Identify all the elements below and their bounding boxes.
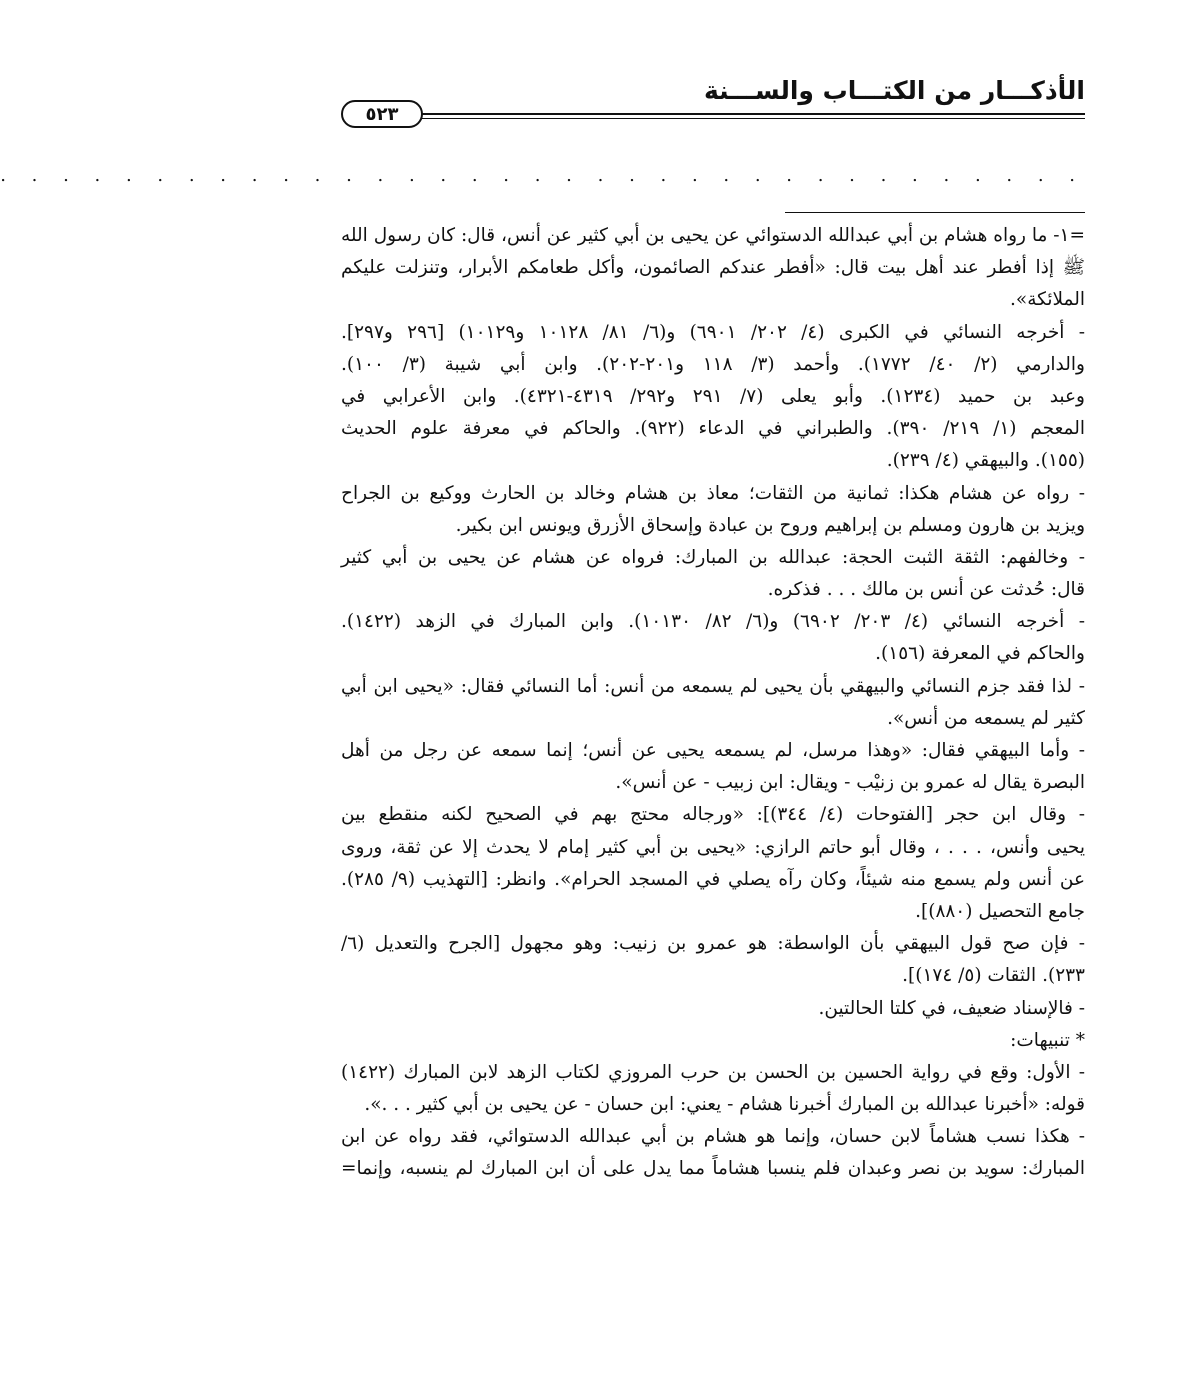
text-line: * تنبيهات: [1010,1029,1085,1051]
text-line: والحاكم في المعرفة (١٥٦). [875,643,1085,665]
text-line: - فالإسناد ضعيف، في كلتا الحالتين. [818,997,1085,1019]
text-line: - هكذا نسب هشاماً لابن حسان، وإنما هو هشام بن أبي عبدالله الدستوائي، فقد رواه عن ابن [341,1126,1085,1148]
text-line: - وأما البيهقي فقال: «وهذا مرسل، لم يسمعه يحيى عن أنس؛ إنما سمعه عن رجل من أهل [341,740,1085,761]
text-line: - لذا فقد جزم النسائي والبيهقي بأن يحيى لم يسمعه من أنس: أما النسائي فقال: «يحيى ابن أبي [341,675,1085,697]
header-rule [421,113,1085,119]
text-line: قوله: «أخبرنا عبدالله بن المبارك أخبرنا هشام - يعني: ابن حسان - عن يحيى بن أبي كثير . . .». [364,1094,1085,1116]
text-line: ٢٣٣). الثقات (٥/ ١٧٤)]. [902,965,1085,987]
footnote-text [341,220,1085,1186]
text-line: وعبد بن حميد (١٢٣٤). وأبو يعلى (٧/ ٢٩١ و٢٩٢/ ٤٣١٩-٤٣٢١). وابن الأعرابي في [341,385,1085,407]
text-line: =١- ما رواه هشام بن أبي عبدالله الدستوائي عن يحيى بن أبي كثير عن أنس، قال: كان رسول الله [341,225,1085,246]
text-line: - فإن صح قول البيهقي بأن الواسطة: هو عمرو بن زنيب: وهو مجهول [الجرح والتعديل (٦/ [341,933,1085,955]
text-line: الملائكة». [1010,289,1085,311]
footnote-separator [785,212,1085,213]
text-line: - وقال ابن حجر [الفتوحات (٤/ ٣٤٤)]: «ورجاله محتج بهم في الصحيح لكنه منقطع بين [341,804,1085,826]
text-line: - رواه عن هشام هكذا: ثمانية من الثقات؛ معاذ بن هشام وخالد بن الحارث ووكيع بن الجراح [341,482,1085,504]
text-line: المبارك: سويد بن نصر وعبدان فلم ينسبا هشاماً مما يدل على أن ابن المبارك لم ينسبه، وإنما= [341,1158,1085,1180]
page-number: ٥٢٣ [341,100,423,128]
text-line: جامع التحصيل (٨٨٠)]. [915,900,1085,922]
text-line: - الأول: وقع في رواية الحسين بن الحسن بن حرب المروزي لكتاب الزهد لابن المبارك (١٤٢٢) [341,1061,1085,1083]
text-line: - أخرجه النسائي في الكبرى (٤/ ٢٠٢/ ٦٩٠١) و(٦/ ٨١/ ١٠١٢٨ و١٠١٢٩) [٢٩٦ و٢٩٧]. [341,321,1085,343]
page-header [341,72,1085,132]
text-line: المعجم (١/ ٢١٩/ ٣٩٠). والطبراني في الدعاء (٩٢٢). والحاكم في معرفة علوم الحديث [341,418,1085,440]
text-line: قال: حُدثت عن أنس بن مالك . . . فذكره. [767,579,1085,601]
text-line: كثير لم يسمعه من أنس». [887,707,1085,729]
text-line: ﷺ إذا أفطر عند أهل بيت قال: «أفطر عندكم الصائمون، وأكل طعامكم الأبرار، وتنزلت عليكم [341,257,1085,279]
text-line: (١٥٥). والبيهقي (٤/ ٢٣٩). [886,450,1085,472]
text-line: عن أنس ولم يسمع منه شيئاً، وكان رآه يصلي في المسجد الحرام». وانظر: [التهذيب (٩/ ٢٨٥). [341,868,1085,890]
text-line: والدارمي (٢/ ٤٠/ ١٧٧٢). وأحمد (٣/ ١١٨ و٢٠١-٢٠٢). وابن أبي شيبة (٣/ ١٠٠). [341,353,1085,375]
ellipsis-dots: . . . . . . . . . . . . . . . . . . . . . . . . . . . . . . . . . . . [0,165,1085,186]
text-line: البصرة يقال له عمرو بن زنيْب - ويقال: ابن زبيب - عن أنس». [615,772,1085,794]
book-title: الأذكـــار من الكتـــاب والســـنة [704,76,1085,105]
text-line: - وخالفهم: الثقة الثبت الحجة: عبدالله بن المبارك: فرواه عن هشام عن يحيى بن أبي كثير [341,546,1085,568]
text-line: - أخرجه النسائي (٤/ ٢٠٣/ ٦٩٠٢) و(٦/ ٨٢/ ١٠١٣٠). وابن المبارك في الزهد (١٤٢٢). [341,611,1085,633]
text-line: يحيى وأنس، . . . ، وقال أبو حاتم الرازي: «يحيى بن أبي كثير إمام لا يحدث إلا عن ثقة، وروى [341,836,1085,858]
text-line: ويزيد بن هارون ومسلم بن إبراهيم وروح بن عبادة وإسحاق الأزرق ويونس ابن بكير. [455,514,1085,536]
